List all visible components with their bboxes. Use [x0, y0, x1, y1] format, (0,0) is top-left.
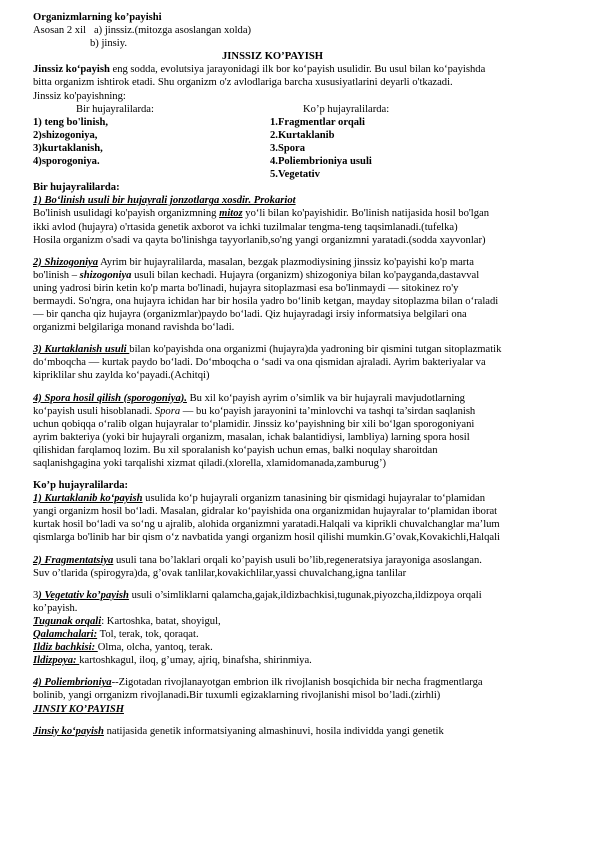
- left-item: 3)kurtaklanish,: [33, 142, 103, 154]
- right-item: 2.Kurtaklanib: [270, 129, 335, 141]
- tugunak-label: Tugunak orqali: [33, 615, 102, 627]
- s2-text: bo'linish –: [33, 269, 80, 281]
- tugunak-text: : Kartoshka, batat, shoyigul,: [101, 615, 221, 627]
- s3-heading: 3) Kurtaklanish usuli: [33, 344, 130, 356]
- s4-line: [33, 392, 573, 405]
- s4-line: uchun qobiqqa o‘ralib olgan hujayralar to‘plamidir. Jinssiz ko‘payishning bir xili bo‘lgan sporogoniyani: [33, 418, 475, 430]
- k1-heading: 1) Kurtaklanib ko‘payish: [33, 493, 143, 505]
- left-item: 2)shizogoniya,: [33, 129, 98, 141]
- example-line: [33, 641, 573, 654]
- s2-line: organizmi belgilariga monand ravishda bo‘ladi.: [33, 322, 235, 334]
- qalamcha-label: Qalamchalari:: [33, 629, 98, 641]
- intro-line-1-text: eng sodda, evolutsiya jarayonidagi ilk bor ko‘payish usulidir. Bu usul bilan ko‘payishda: [109, 64, 486, 76]
- k2-text: usuli tana bo’laklari orqali ko’payish usuli bo’lib,regeneratsiya jarayoniga asoslangan.: [113, 554, 482, 566]
- shizogoniya-term: shizogoniya: [79, 269, 132, 281]
- s1-text: Bo'linish usulidagi ko'payish organizmning: [33, 208, 220, 220]
- jinsiy-line: [33, 725, 573, 738]
- s1-line: ikki avlod (hujayra) o'rtasida genetik axborot va ichki tuzilmalar tengma-teng taqsimlanadi.(tufelka): [33, 221, 458, 233]
- jinssiz-title: JINSSIZ KO’PAYISH: [222, 51, 323, 63]
- s2-text: Ayrim bir hujayralilarda, masalan, bezgak plazmodiysining jinssiz ko'payishi ko'p marta: [98, 256, 474, 268]
- right-column-head: Ko’p hujayralilarda:: [303, 103, 390, 115]
- example-line: [33, 628, 573, 641]
- k4-period: .: [186, 690, 190, 702]
- s3-line: kipriklilar shu zaylda ko‘payadi.(Achitqi): [33, 370, 210, 382]
- type-a: a) jinssiz.(mitozga asoslangan xolda): [93, 25, 252, 37]
- left-item: 4)sporogoniya.: [33, 156, 100, 168]
- k4-text: Bir tuxumli egizaklarning rivojlanishi misol bo’ladi.(zirhli): [189, 690, 441, 702]
- kop-title: Ko’p hujayralilarda:: [33, 480, 129, 492]
- s4-heading: 4) Spora hosil qilish (sporogoniya).: [33, 392, 187, 404]
- intro-line-3: Jinssiz ko'payishning:: [33, 90, 126, 102]
- types-lead: Asosan 2 xil: [33, 25, 86, 37]
- s4-text: — bu ko‘payish jarayonini ta’minlovchi va tashqi ta’sirdan saqlanish: [180, 405, 476, 417]
- right-item: 5.Vegetativ: [270, 169, 320, 181]
- example-line: [33, 615, 573, 628]
- s1-heading: 1) Bo‘linish usuli bir hujayrali jonzotlarga xosdir. Prokariot: [33, 195, 296, 207]
- k3-heading: ) Vegetativ ko’payish: [38, 589, 129, 601]
- k4-text: --Zigotadan rivojlanayotgan embrion ilk rivojlanish bosqichida bir necha fragmentlarga: [111, 677, 483, 689]
- columns-row: [33, 155, 573, 168]
- right-item: 3.Spora: [270, 142, 306, 154]
- k4-text: bolinib, yangi orrganizm rivojlanadi: [33, 690, 187, 702]
- s4-line: [33, 405, 573, 418]
- s4-line: qilishidan farqlamoq lozim. Bu xil sporalanish ko‘payish uchun emas, balki noqulay sharoitdan: [33, 444, 438, 456]
- columns-row: [33, 168, 573, 181]
- columns-row: [33, 116, 573, 129]
- s2-line: — bir qancha qiz hujayra (organizmlar)paydo bo‘ladi. Qiz hujayradagi irsiy informatsiya belgilari ona: [33, 309, 467, 321]
- columns-row: [33, 129, 573, 142]
- page-heading: Organizmlarning ko’payishi: [33, 12, 162, 23]
- mitoz-term: mitoz: [219, 208, 243, 220]
- ildizpoya-text: kartoshkagul, iloq, g’umay, ajriq, binafsha, shirinmiya.: [79, 655, 312, 667]
- type-b: b) jinsiy.: [90, 38, 127, 50]
- document-page: [33, 11, 573, 738]
- s3-text: bilan ko'payishda ona organizmi (hujayra)da yadroning bir qismini tutgan sitoplazmatik: [129, 344, 502, 356]
- k2-heading: 2) Fragmentatsiya: [33, 554, 114, 566]
- s4-text: ko‘payish usuli hisoblanadi.: [33, 405, 155, 417]
- left-item: 1) teng bo'linish,: [33, 116, 109, 128]
- k1-line: qismlarga bo'linib har bir qism o‘z navbatida yangi organizm hosil qilishi mumkin.G’ovak,Kovakichli,Halqali: [33, 532, 500, 544]
- qalamcha-text: Tol, terak, tok, qoraqat.: [97, 629, 199, 641]
- s1-line: Hosila organizm o'sadi va qayta bo'linishga tayyorlanib,so'ng yangi organizmni yaratadi.(sodda xayvonlar): [33, 234, 486, 246]
- intro-line-2: bitta organizm ishtirok etadi. Shu organizm o'z avlodlariga barcha xususiyatlarini deyarli o'tkazadi.: [33, 77, 453, 89]
- ildizpoya-label: Ildizpoya:: [33, 655, 80, 667]
- k2-line: [33, 554, 573, 567]
- k3-line: ko’payish.: [33, 602, 78, 614]
- s2-line: uning yadrosi birin ketin ko'p marta bo'linadi, hujayra sitoplazmasi esa bo'linmaydi — sitokinez ro'y: [33, 282, 459, 294]
- ildiz-bachki-label: Ildiz bachkisi:: [33, 642, 98, 654]
- s4-line: saqlanishgagina yoki tarqalishi xizmat qiladi.(xlorella, xlamidomanada,zamburug’): [33, 458, 387, 469]
- k1-line: yangi organizm hosil bo‘ladi. Masalan, gidralar ko‘payishida ona organizmidan hujayralar to‘plamidan iborat: [33, 506, 498, 518]
- right-item: 1.Fragmentlar orqali: [270, 116, 365, 128]
- jinsiy-title: JINSIY KO’PAYISH: [33, 703, 124, 715]
- k4-line: [33, 676, 573, 689]
- s2-line: bermaydi. So'ngra, ona hujayra ichidan har bir hosila yadro bo‘linib ketgan, mayday sitoplazma bilan o‘raladi: [33, 295, 499, 307]
- s2-line: [33, 256, 573, 269]
- example-line: [33, 654, 573, 667]
- k4-line: [33, 689, 573, 702]
- columns-header: [33, 103, 573, 116]
- s4-line: ayrim bakteriya (yoki bir hujayrali organizm, masalan, ichak balantidiysi, lambliya) larning spora hosil: [33, 431, 470, 443]
- k1-line: kurtak hosil bo‘ladi va so‘ng u ajralib, alohida organizmni yaratadi.Halqali va kiprikli chuvalchanglar ma’lum: [33, 519, 500, 531]
- s1-text: yo‘li bilan ko'payishidir. Bo'linish natijasida hosil bo'lgan: [242, 208, 490, 220]
- columns-row: [33, 142, 573, 155]
- s1-line: [33, 207, 573, 220]
- s2-text: usuli bilan kechadi. Hujayra (organizm) shizogoniya bilan ko'payganda,dastavval: [131, 269, 480, 281]
- s4-text: Bu xil ko‘payish ayrim o’simlik va bir hujayrali mavjudotlarning: [186, 392, 465, 404]
- types-line-a: [33, 24, 573, 37]
- bir-title: Bir hujayralilarda:: [33, 182, 120, 194]
- k3-number: 3: [33, 589, 39, 601]
- right-item: 4.Poliembrioniya usuli: [270, 156, 372, 168]
- left-column-head: Bir hujayralilarda:: [76, 103, 154, 115]
- s2-line: [33, 269, 573, 282]
- k3-line: [33, 589, 573, 602]
- ildiz-bachki-text: Olma, olcha, yantoq, terak.: [97, 642, 213, 654]
- jinsiy-term: Jinsiy ko‘payish: [33, 725, 104, 737]
- s2-heading: 2) Shizogoniya: [33, 256, 99, 268]
- s3-line: [33, 343, 573, 356]
- intro-term: Jinssiz ko‘payish: [33, 64, 110, 76]
- k3-text: usuli o’simliklarni qalamcha,gajak,ildizbachkisi,tugunak,piyozcha,ildizpoya orqali: [128, 589, 482, 601]
- intro-line-1: [33, 63, 573, 76]
- k1-text: usulida ko‘p hujayrali organizm tanasining bir qismidagi hujayralar to‘plamidan: [142, 493, 486, 505]
- spora-term: Spora: [154, 405, 181, 417]
- k1-line: [33, 492, 573, 505]
- k4-heading: 4) Poliembrioniya: [33, 677, 112, 689]
- s3-line: do‘mboqcha — kurtak paydo bo‘ladi. Do‘mboqcha o ‘sadi va ona qismidan ajraladi. Ayrim bakteriyalar va: [33, 357, 486, 369]
- left-item: [33, 168, 270, 181]
- jinsiy-text: natijasida genetik informatsiyaning almashinuvi, hosila individda yangi genetik: [103, 725, 444, 737]
- k2-line: Suv o’tlarida (spirogyra)da, g’ovak tanlilar,kovakichlilar,yassi chuvalchang,igna tanlilar: [33, 567, 407, 579]
